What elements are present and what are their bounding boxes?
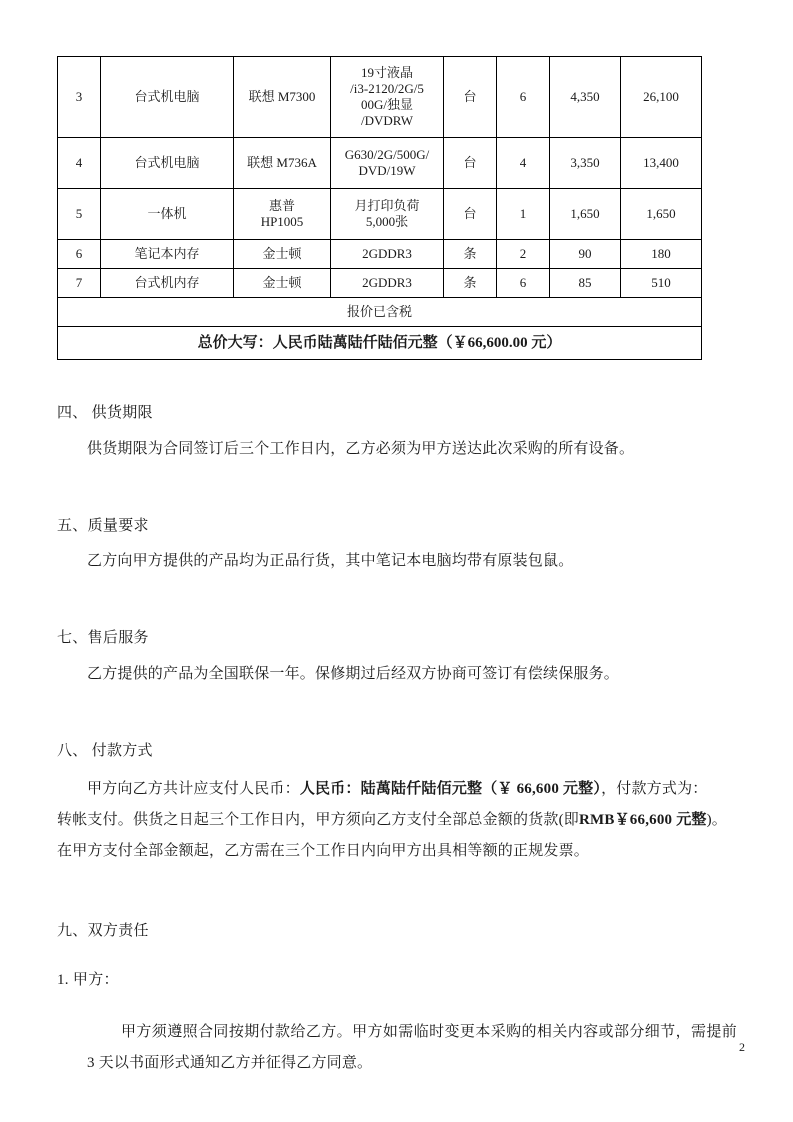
cell-item-spec: 19寸液晶 /i3-2120/2G/5 00G/独显 /DVDRW	[331, 57, 444, 138]
table-row	[58, 189, 702, 240]
section-paragraph-quality: 乙方向甲方提供的产品均为正品行货，其中笔记本电脑均带有原装包鼠。	[87, 553, 574, 569]
cell-item-brand: 惠普 HP1005	[234, 189, 331, 240]
cell-item-qty: 4	[497, 138, 550, 189]
cell-item-unit: 台	[444, 138, 497, 189]
section-heading-payment: 八、 付款方式	[57, 742, 153, 759]
cell-item-price: 90	[550, 240, 621, 269]
payment-line2-post: )。	[706, 811, 728, 828]
payment-line1-post: ，付款方式为：	[601, 781, 708, 797]
cell-item-no: 3	[58, 57, 101, 138]
payment-line1-bold: 人民币：陆萬陆仟陆佰元整（￥ 66,600 元整）	[299, 781, 602, 797]
cell-total-amount: 总价大写：人民币陆萬陆仟陆佰元整（￥66,600.00 元）	[58, 327, 702, 360]
spacer	[57, 943, 737, 969]
table-row	[58, 269, 702, 298]
responsibility-item-label: 1. 甲方：	[57, 971, 119, 988]
cell-item-qty: 6	[497, 57, 550, 138]
spacer	[57, 461, 737, 515]
cell-item-spec: 2GDDR3	[331, 269, 444, 298]
payment-line2-bold: RMB￥66,600 元整	[579, 811, 707, 828]
cell-item-brand: 联想 M736A	[234, 138, 331, 189]
page-content	[57, 56, 737, 1079]
quotation-table	[57, 56, 702, 360]
cell-item-amount: 1,650	[621, 189, 702, 240]
cell-item-name: 台式机电脑	[101, 57, 234, 138]
cell-tax-note: 报价已含税	[58, 298, 702, 327]
table-row	[58, 57, 702, 138]
cell-item-no: 5	[58, 189, 101, 240]
section-paragraph-payment	[57, 774, 737, 866]
cell-item-amount: 180	[621, 240, 702, 269]
payment-line-2	[57, 805, 737, 836]
payment-line2-pre: 转帐支付。供货之日起三个工作日内，甲方须向乙方支付全部总金额的货款(即	[57, 811, 579, 828]
payment-line-3: 在甲方支付全部金额起，乙方需在三个工作日内向甲方出具相等额的正规发票。	[57, 842, 590, 859]
spacer	[57, 686, 737, 740]
table-row-tax-note	[58, 298, 702, 327]
payment-line-1	[57, 774, 737, 805]
section-heading-quality: 五、质量要求	[57, 517, 149, 534]
cell-item-brand: 联想 M7300	[234, 57, 331, 138]
table-row	[58, 240, 702, 269]
table-row-total	[58, 327, 702, 360]
cell-item-spec: 月打印负荷 5,000张	[331, 189, 444, 240]
cell-item-qty: 2	[497, 240, 550, 269]
cell-item-no: 4	[58, 138, 101, 189]
cell-item-qty: 1	[497, 189, 550, 240]
section-heading-delivery: 四、 供货期限	[57, 405, 153, 421]
cell-item-amount: 510	[621, 269, 702, 298]
cell-item-spec: 2GDDR3	[331, 240, 444, 269]
cell-item-name: 台式机电脑	[101, 138, 234, 189]
page-number: 2	[739, 1040, 745, 1054]
table-row	[58, 138, 702, 189]
responsibility-item-text: 甲方须遵照合同按期付款给乙方。甲方如需临时变更本采购的相关内容或部分细节，需提前 3 天以书面形式通知乙方并征得乙方同意。	[87, 1024, 737, 1071]
cell-item-amount: 13,400	[621, 138, 702, 189]
section-paragraph-aftersales: 乙方提供的产品为全国联保一年。保修期过后经双方协商可签订有偿续保服务。	[87, 665, 620, 682]
cell-item-name: 台式机内存	[101, 269, 234, 298]
cell-item-price: 85	[550, 269, 621, 298]
cell-item-name: 笔记本内存	[101, 240, 234, 269]
section-heading-responsibilities: 九、双方责任	[57, 923, 149, 940]
cell-item-unit: 条	[444, 269, 497, 298]
cell-item-price: 4,350	[550, 57, 621, 138]
spacer	[57, 762, 737, 774]
cell-item-spec: G630/2G/500G/ DVD/19W	[331, 138, 444, 189]
spacer	[57, 650, 737, 662]
cell-item-price: 1,650	[550, 189, 621, 240]
payment-line1-pre: 甲方向乙方共计应支付人民币：	[87, 781, 300, 797]
spacer	[57, 866, 737, 920]
section-heading-aftersales: 七、售后服务	[57, 630, 149, 646]
cell-item-amount: 26,100	[621, 57, 702, 138]
cell-item-price: 3,350	[550, 138, 621, 189]
cell-item-no: 7	[58, 269, 101, 298]
spacer	[57, 537, 737, 549]
spacer	[57, 573, 737, 627]
cell-item-brand: 金士顿	[234, 269, 331, 298]
cell-item-no: 6	[58, 240, 101, 269]
spacer	[57, 991, 737, 1017]
cell-item-brand: 金士顿	[234, 240, 331, 269]
cell-item-unit: 台	[444, 189, 497, 240]
cell-item-qty: 6	[497, 269, 550, 298]
cell-item-unit: 条	[444, 240, 497, 269]
spacer	[57, 360, 737, 402]
cell-item-name: 一体机	[101, 189, 234, 240]
cell-item-unit: 台	[444, 57, 497, 138]
section-paragraph-delivery: 供货期限为合同签订后三个工作日内，乙方必须为甲方送达此次采购的所有设备。	[87, 440, 635, 457]
spacer	[57, 425, 737, 437]
